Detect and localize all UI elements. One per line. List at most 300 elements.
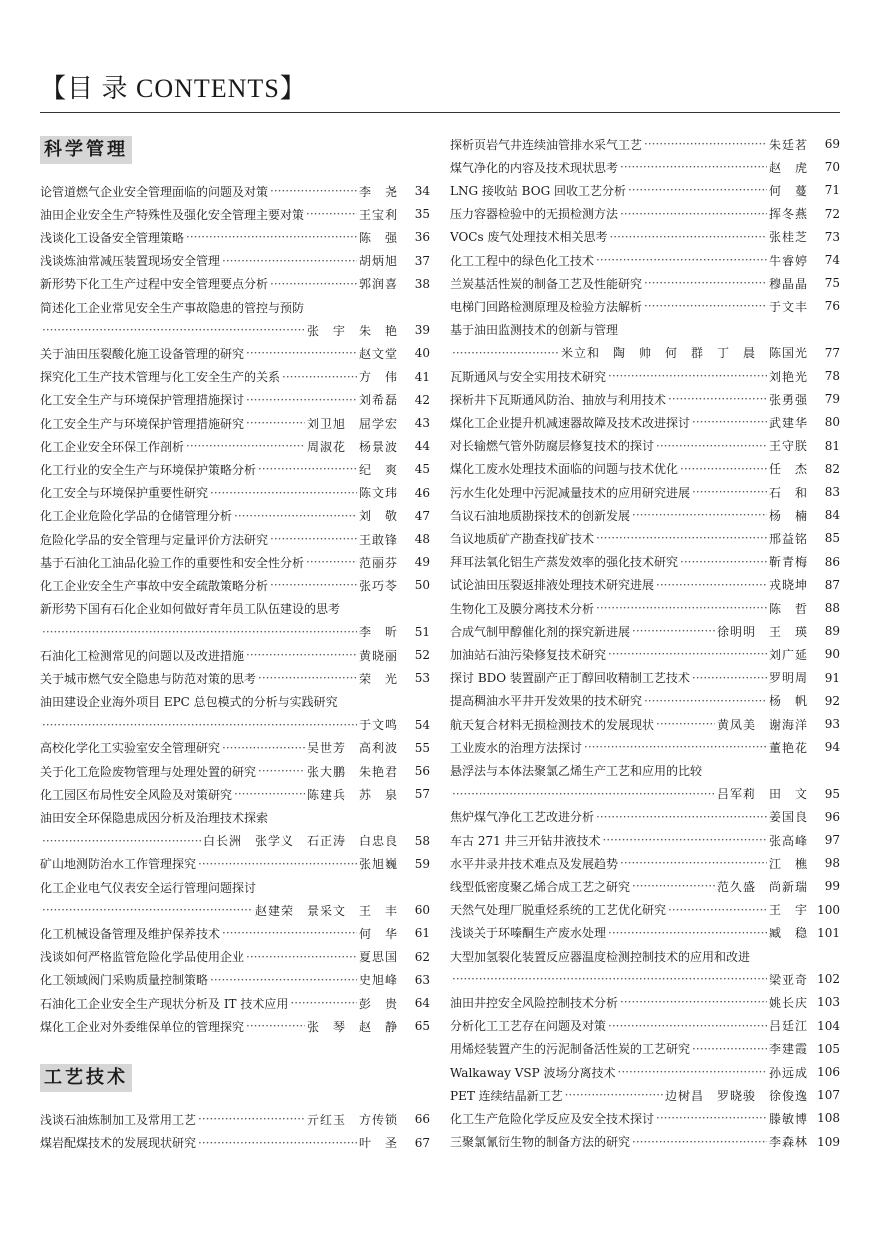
- toc-leader-dots: [680, 462, 767, 476]
- toc-entry-title: 基于油田监测技术的创新与管理: [450, 323, 619, 338]
- toc-entry-author: 刘 敬: [358, 509, 398, 524]
- toc-entry-title: LNG 接收站 BOG 回收工艺分析: [450, 183, 626, 198]
- toc-entry-page: 64: [414, 996, 430, 1010]
- section-title: 科学管理: [40, 136, 132, 164]
- toc-entry-author: 范久盛 尚新瑞: [716, 879, 808, 894]
- toc-entry-page: 49: [414, 555, 430, 570]
- toc-entry-title: 电梯门回路检测原理及检验方法解析: [450, 299, 643, 314]
- toc-leader-dots: [258, 462, 357, 476]
- toc-entry-title: 航天复合材料无损检测技术的发展现状: [450, 717, 655, 732]
- toc-entry-title: 油田安全环保隐患成因分析及治理技术探索: [40, 810, 269, 825]
- toc-entry-author: 刘卫旭 屈学宏: [306, 416, 398, 431]
- toc-leader-dots: [290, 996, 357, 1010]
- toc-entry-title: VOCs 废气处理技术相关思考: [450, 230, 608, 245]
- toc-entry-title: 压力容器检验中的无损检测方法: [450, 207, 619, 222]
- toc-entry-author: 陈建兵 苏 泉: [306, 787, 398, 802]
- toc-entry-title: 化工行业的安全生产与环境保护策略分析: [40, 462, 257, 477]
- toc-entry-title: 石油化工检测常见的问题以及改进措施: [40, 648, 245, 663]
- toc-entry-author: 于文鸣: [358, 718, 398, 733]
- toc-entry: [40, 690, 430, 712]
- toc-entry-author: 江 樵: [768, 856, 808, 871]
- toc-entry-author: 李建霞: [768, 1042, 808, 1057]
- toc-leader-dots: [668, 903, 767, 917]
- toc-leader-dots: [620, 207, 767, 221]
- toc-entry-title: 污水生化处理中污泥减量技术的应用研究进展: [450, 485, 691, 500]
- toc-entry: [450, 806, 840, 828]
- toc-entry-page: 103: [817, 995, 840, 1010]
- toc-entry: [40, 760, 430, 782]
- toc-leader-dots: [186, 439, 305, 453]
- toc-entry-author: 张高峰: [768, 833, 808, 848]
- toc-entry: [40, 273, 430, 295]
- toc-entry-title: 悬浮法与本体法聚氯乙烯生产工艺和应用的比较: [450, 763, 703, 778]
- toc-entry: [40, 1108, 430, 1130]
- toc-entry-page: 89: [824, 624, 840, 639]
- toc-entry-title: 化工机械设备管理及维护保养技术: [40, 926, 221, 941]
- toc-leader-dots: [632, 624, 715, 638]
- toc-entry-author: 何 华: [358, 926, 398, 941]
- toc-leader-dots: [452, 787, 715, 801]
- toc-entry-author: 周淑花 杨景波: [306, 439, 398, 454]
- toc-entry: [450, 829, 840, 851]
- toc-entry-title: 提高稠油水平井开发效果的技术研究: [450, 694, 643, 709]
- toc-entry-title: 化工工程中的绿色化工技术: [450, 253, 595, 268]
- toc-entry: [40, 1015, 430, 1037]
- toc-entry-title: 三聚氯氰衍生物的制备方法的研究: [450, 1135, 631, 1150]
- toc-entry-title: 探讨 BDO 装置副产正丁醇回收精制工艺技术: [450, 671, 690, 686]
- toc-entry: [450, 388, 840, 410]
- toc-leader-dots: [246, 1019, 305, 1033]
- toc-entry-title: 车古 271 井三开钻井液技术: [450, 833, 601, 848]
- header-divider: [40, 112, 840, 113]
- toc-entry-title: 基于石油化工油品化验工作的重要性和安全性分析: [40, 555, 305, 570]
- toc-entry-title: 化工企业危险化学品的仓储管理分析: [40, 509, 233, 524]
- toc-entry-page: 56: [414, 764, 430, 778]
- toc-entry-title: 探析页岩气井连续油管排水采气工艺: [450, 137, 643, 152]
- toc-entry-author: 罗明周: [768, 671, 808, 686]
- toc-leader-dots: [270, 578, 357, 592]
- toc-entry-page: 76: [824, 299, 840, 314]
- toc-entry-page: 92: [824, 693, 840, 708]
- toc-entry-author: 史旭峰: [358, 973, 398, 988]
- toc-entry: [450, 203, 840, 225]
- toc-entry-author: 夏思国: [358, 950, 398, 965]
- toc-entry: [40, 412, 430, 434]
- toc-entry-title: 新形势下国有石化企业如何做好青年员工队伍建设的思考: [40, 602, 341, 617]
- toc-leader-dots: [198, 1112, 305, 1126]
- toc-entry-title: 油田井控安全风险控制技术分析: [450, 995, 619, 1010]
- toc-leader-dots: [42, 718, 357, 732]
- toc-leader-dots: [608, 369, 767, 383]
- toc-entry: [450, 713, 840, 735]
- toc-entry: [40, 1132, 430, 1154]
- toc-entry-page: 66: [414, 1112, 430, 1127]
- toc-entry-author: 张大鹏 朱艳君: [306, 764, 398, 779]
- toc-entry: [40, 969, 430, 991]
- toc-entry-author: 石 和: [768, 485, 808, 500]
- toc-entry-page: 58: [414, 833, 430, 848]
- toc-entry: [450, 342, 840, 364]
- toc-leader-dots: [596, 531, 767, 545]
- toc-entry-author: 李 昕: [358, 625, 398, 640]
- toc-entry-author: 穆晶晶: [768, 276, 808, 291]
- toc-entry-page: 69: [824, 137, 840, 151]
- toc-entry-page: 38: [414, 276, 430, 291]
- toc-entry: [40, 319, 430, 341]
- toc-entry-author: 胡炳旭: [358, 254, 398, 269]
- toc-entry: [40, 644, 430, 666]
- toc-entry: [40, 946, 430, 968]
- toc-leader-dots: [246, 416, 305, 430]
- toc-entry: [450, 319, 840, 341]
- toc-entry-page: 81: [824, 438, 840, 453]
- toc-entry-author: 梁亚奇: [768, 972, 808, 987]
- toc-entry-page: 96: [824, 809, 840, 824]
- toc-leader-dots: [246, 393, 357, 407]
- toc-entry-author: 何 蔓: [768, 183, 808, 198]
- toc-leader-dots: [692, 415, 767, 429]
- toc-leader-dots: [656, 578, 767, 592]
- toc-leader-dots: [608, 1019, 767, 1033]
- toc-entry-title: 线型低密度聚乙烯合成工艺之研究: [450, 879, 631, 894]
- toc-entry-author: 白长洲 张学义 石正涛 白忠良: [202, 834, 398, 849]
- toc-entry-author: 赵 虎: [768, 160, 808, 175]
- toc-entry-author: 于文丰: [768, 299, 808, 314]
- toc-entry-page: 35: [414, 207, 430, 222]
- toc-entry-author: 赵建荣 景采文 王 丰: [254, 903, 398, 918]
- toc-leader-dots: [644, 694, 767, 708]
- toc-entry: [40, 296, 430, 318]
- toc-entry-author: 徐明明 王 瑛: [716, 624, 808, 639]
- toc-leader-dots: [42, 834, 201, 848]
- toc-entry: [40, 574, 430, 596]
- toc-entry-page: 48: [414, 532, 430, 546]
- toc-entry-title: 刍议地质矿产勘查找矿技术: [450, 531, 595, 546]
- toc-entry-page: 52: [414, 648, 430, 662]
- toc-entry-author: 刘艳光: [768, 369, 808, 384]
- toc-entry-author: 郭润喜: [358, 277, 398, 292]
- toc-entry-author: 陈 强: [358, 230, 398, 245]
- toc-entry: [40, 528, 430, 550]
- toc-entry-title: 化工安全生产与环境保护管理措施研究: [40, 416, 245, 431]
- toc-entry-author: 王敢锋: [358, 532, 398, 547]
- toc-entry-author: 戎晓坤: [768, 578, 808, 593]
- toc-entry-title: 刍议石油地质勘探技术的创新发展: [450, 508, 631, 523]
- toc-entry-author: 李 尧: [358, 184, 398, 199]
- toc-leader-dots: [692, 485, 767, 499]
- toc-entry-author: 叶 圣: [358, 1136, 398, 1151]
- toc-entry-title: 化工安全与环境保护重要性研究: [40, 486, 209, 501]
- toc-entry-title: 加油站石油污染修复技术研究: [450, 647, 607, 662]
- toc-entry-title: 化工生产危险化学反应及安全技术探讨: [450, 1111, 655, 1126]
- toc-entry-page: 62: [414, 949, 430, 964]
- toc-entry-page: 90: [824, 647, 840, 662]
- toc-entry-title: Walkaway VSP 波场分离技术: [450, 1065, 616, 1080]
- toc-entry-page: 106: [817, 1065, 840, 1079]
- toc-leader-dots: [596, 601, 767, 615]
- toc-leader-dots: [656, 1111, 767, 1125]
- toc-entry-page: 104: [817, 1018, 840, 1033]
- toc-entry: [450, 249, 840, 271]
- toc-entry-title: 煤化工企业对外委维保单位的管理探究: [40, 1019, 245, 1034]
- toc-leader-dots: [282, 370, 357, 384]
- toc-leader-dots: [620, 995, 767, 1009]
- toc-entry-title: 油田建设企业海外项目 EPC 总包模式的分析与实践研究: [40, 694, 338, 709]
- toc-entry: [450, 620, 840, 642]
- toc-leader-dots: [608, 926, 767, 940]
- toc-entry-page: 37: [414, 253, 430, 268]
- toc-entry: [40, 389, 430, 411]
- toc-entry-title: 新形势下化工生产过程中安全管理要点分析: [40, 277, 269, 292]
- toc-entry: [450, 574, 840, 596]
- toc-leader-dots: [222, 926, 357, 940]
- toc-entry-page: 44: [414, 439, 430, 454]
- toc-entry: [450, 179, 840, 201]
- toc-entry: [450, 551, 840, 573]
- toc-entry: [450, 411, 840, 433]
- toc-entry: [450, 991, 840, 1013]
- section-title: 工艺技术: [40, 1064, 132, 1092]
- toc-entry: [450, 690, 840, 712]
- toc-entry-author: 吴世芳 高利波: [306, 741, 398, 756]
- toc-entry-author: 米立和 陶 帅 何 群 丁 晨 陈国光: [560, 346, 808, 361]
- toc-entry-author: 靳青梅: [768, 555, 808, 570]
- toc-entry-title: 浅谈石油炼制加工及常用工艺: [40, 1112, 197, 1127]
- toc-entry-page: 36: [414, 230, 430, 245]
- toc-entry-title: 分析化工工艺存在问题及对策: [450, 1019, 607, 1034]
- toc-leader-dots: [198, 857, 357, 871]
- toc-entry: [40, 922, 430, 944]
- toc-entry: [450, 226, 840, 248]
- toc-entry-page: 57: [414, 787, 430, 802]
- toc-entry-title: 关于城市燃气安全隐患与防范对策的思考: [40, 671, 257, 686]
- toc-entry-title: 简述化工企业常见安全生产事故隐患的管控与预防: [40, 300, 305, 315]
- toc-entry: [450, 295, 840, 317]
- toc-entry-page: 63: [414, 972, 430, 987]
- toc-leader-dots: [565, 1088, 663, 1102]
- toc-entry-title: 兰炭基活性炭的制备工艺及性能研究: [450, 276, 643, 291]
- toc-leader-dots: [628, 183, 767, 197]
- toc-entry-page: 102: [817, 972, 840, 987]
- toc-header: 【目 录 CONTENTS】: [40, 74, 307, 103]
- toc-entry-author: 黄晓丽: [358, 648, 398, 663]
- toc-entry-author: 吕廷江: [768, 1019, 808, 1034]
- toc-entry: [40, 992, 430, 1014]
- toc-leader-dots: [258, 764, 305, 778]
- toc-entry: [450, 133, 840, 155]
- toc-entry-page: 84: [824, 508, 840, 523]
- toc-entry-title: 瓦斯通风与安全实用技术研究: [450, 369, 607, 384]
- toc-entry-page: 70: [824, 160, 840, 175]
- toc-entry: [40, 551, 430, 573]
- toc-entry: [450, 1107, 840, 1129]
- toc-entry-author: 武建华: [768, 415, 808, 430]
- toc-entry: [40, 830, 430, 852]
- toc-entry-page: 42: [414, 392, 430, 407]
- toc-entry: [40, 876, 430, 898]
- toc-entry-page: 75: [824, 276, 840, 291]
- toc-leader-dots: [258, 671, 357, 685]
- toc-leader-dots: [632, 879, 715, 893]
- toc-entry-page: 95: [824, 786, 840, 801]
- toc-entry-page: 41: [414, 369, 430, 384]
- toc-entry-title: 工业废水的治理方法探讨: [450, 740, 583, 755]
- toc-entry-page: 98: [824, 856, 840, 871]
- toc-entry: [450, 272, 840, 294]
- toc-entry: [40, 598, 430, 620]
- toc-entry: [40, 458, 430, 480]
- toc-entry-author: 亓红玉 方传锁: [306, 1112, 398, 1127]
- toc-leader-dots: [609, 230, 767, 244]
- toc-leader-dots: [620, 160, 767, 174]
- toc-entry-page: 39: [414, 323, 430, 338]
- toc-entry-title: 煤岩配煤技术的发展现状研究: [40, 1136, 197, 1151]
- toc-leader-dots: [210, 973, 357, 987]
- toc-entry-author: 董艳花: [768, 740, 808, 755]
- toc-entry-title: 拜耳法氧化铝生产蒸发效率的强化技术研究: [450, 555, 679, 570]
- toc-entry-page: 100: [817, 902, 840, 917]
- toc-entry-page: 83: [824, 485, 840, 499]
- toc-leader-dots: [452, 346, 559, 360]
- toc-entry: [450, 1015, 840, 1037]
- toc-entry-title: PET 连续结晶新工艺: [450, 1088, 563, 1103]
- toc-leader-dots: [306, 555, 357, 569]
- toc-leader-dots: [234, 509, 357, 523]
- toc-entry: [450, 597, 840, 619]
- toc-entry: [450, 968, 840, 990]
- toc-entry-author: 杨 楠: [768, 508, 808, 523]
- toc-entry-title: 化工园区布局性安全风险及对策研究: [40, 787, 233, 802]
- toc-entry: [40, 899, 430, 921]
- toc-entry-page: 80: [824, 415, 840, 430]
- toc-entry-author: 挥冬燕: [768, 207, 808, 222]
- toc-entry-page: 60: [414, 903, 430, 918]
- toc-entry-title: 化工企业安全生产事故中安全疏散策略分析: [40, 578, 269, 593]
- toc-entry-author: 臧 稳: [768, 926, 808, 941]
- toc-entry-page: 47: [414, 508, 430, 523]
- toc-entry-title: 化工领域阀门采购质量控制策略: [40, 973, 209, 988]
- toc-entry-author: 王宝利: [358, 207, 398, 222]
- toc-leader-dots: [222, 741, 305, 755]
- toc-entry-title: 大型加氢裂化装置反应器温度检测控制技术的应用和改进: [450, 949, 751, 964]
- toc-entry: [450, 1131, 840, 1153]
- toc-entry-page: 91: [824, 670, 840, 685]
- toc-entry: [450, 783, 840, 805]
- toc-entry-title: 油田企业安全生产特殊性及强化安全管理主要对策: [40, 207, 305, 222]
- toc-entry-title: 浅谈化工设备安全管理策略: [40, 230, 185, 245]
- toc-leader-dots: [656, 717, 715, 731]
- toc-entry-title: 焦炉煤气净化工艺改进分析: [450, 810, 595, 825]
- toc-entry-author: 张 宇 朱 艳: [306, 323, 398, 338]
- toc-entry: [450, 156, 840, 178]
- toc-leader-dots: [246, 346, 357, 360]
- toc-entry: [40, 203, 430, 225]
- toc-entry-author: 陈文玮: [358, 486, 398, 501]
- toc-entry: [450, 852, 840, 874]
- toc-entry-author: 刘希磊: [358, 393, 398, 408]
- toc-entry-author: 王守朕: [768, 439, 808, 454]
- toc-leader-dots: [222, 254, 357, 268]
- toc-entry-author: 张旭巍: [358, 857, 398, 872]
- toc-entry-page: 99: [824, 879, 840, 894]
- toc-entry-author: 赵文堂: [358, 346, 398, 361]
- toc-entry-author: 张巧苓: [358, 578, 398, 593]
- toc-leader-dots: [584, 740, 767, 754]
- toc-entry-page: 73: [824, 229, 840, 244]
- toc-entry: [40, 783, 430, 805]
- toc-entry-page: 34: [414, 184, 430, 198]
- toc-entry-page: 101: [817, 925, 840, 940]
- toc-leader-dots: [692, 1042, 767, 1056]
- toc-entry-title: 论管道燃气企业安全管理面临的问题及对策: [40, 184, 269, 199]
- toc-entry: [40, 250, 430, 272]
- toc-leader-dots: [632, 1135, 767, 1149]
- toc-entry: [40, 714, 430, 736]
- toc-entry-title: 浅谈炼油常减压装置现场安全管理: [40, 254, 221, 269]
- toc-leader-dots: [668, 392, 767, 406]
- toc-leader-dots: [608, 647, 767, 661]
- toc-entry: [450, 527, 840, 549]
- toc-entry-page: 54: [414, 717, 430, 732]
- toc-entry-author: 方 伟: [358, 370, 398, 385]
- toc-entry: [450, 504, 840, 526]
- toc-leader-dots: [246, 950, 357, 964]
- toc-entry-title: 石油化工企业安全生产现状分析及 IT 技术应用: [40, 996, 289, 1011]
- toc-leader-dots: [210, 486, 357, 500]
- toc-entry: [450, 736, 840, 758]
- toc-entry-author: 黄凤美 谢海洋: [716, 717, 808, 732]
- toc-entry-title: 天然气处理厂脱重烃系统的工艺优化研究: [450, 903, 667, 918]
- toc-entry: [450, 875, 840, 897]
- toc-entry-page: 105: [817, 1041, 840, 1056]
- toc-entry: [450, 481, 840, 503]
- toc-entry-page: 77: [824, 345, 840, 360]
- toc-entry: [40, 226, 430, 248]
- toc-entry: [450, 899, 840, 921]
- toc-entry-title: 关于油田压裂酸化施工设备管理的研究: [40, 346, 245, 361]
- toc-entry-title: 用烯烃装置产生的污泥制备活性炭的工艺研究: [450, 1042, 691, 1057]
- toc-entry-page: 85: [824, 531, 840, 546]
- toc-leader-dots: [644, 276, 767, 290]
- toc-leader-dots: [42, 625, 357, 639]
- toc-leader-dots: [644, 299, 767, 313]
- toc-entry-author: 朱廷茗: [768, 137, 808, 152]
- toc-entry-page: 88: [824, 601, 840, 615]
- toc-entry-title: 危险化学品的安全管理与定量评价方法研究: [40, 532, 269, 547]
- toc-entry-author: 张勇强: [768, 392, 808, 407]
- toc-entry-author: 陈 哲: [768, 601, 808, 616]
- toc-leader-dots: [596, 810, 767, 824]
- toc-entry: [40, 505, 430, 527]
- toc-entry-title: 试论油田压裂返排液处理技术研究进展: [450, 578, 655, 593]
- toc-entry-page: 93: [824, 717, 840, 731]
- toc-entry-author: 张 琴 赵 静: [306, 1019, 398, 1034]
- toc-entry-author: 边树昌 罗晓骏 徐俊逸: [664, 1088, 808, 1103]
- toc-entry: [40, 667, 430, 689]
- toc-entry-author: 杨 帆: [768, 694, 808, 709]
- toc-entry-title: 浅谈如何严格监管危险化学品使用企业: [40, 950, 245, 965]
- toc-leader-dots: [692, 671, 767, 685]
- toc-entry-title: 煤气净化的内容及技术现状思考: [450, 160, 619, 175]
- toc-entry-author: 牛睿婷: [768, 253, 808, 268]
- toc-entry-author: 邢益铭: [768, 531, 808, 546]
- toc-entry: [40, 482, 430, 504]
- toc-entry-author: 孙远成: [768, 1065, 808, 1080]
- toc-entry-author: 刘广延: [768, 647, 808, 662]
- toc-leader-dots: [603, 833, 767, 847]
- toc-entry-author: 姜国良: [768, 810, 808, 825]
- toc-entry-author: 张桂芝: [768, 230, 808, 245]
